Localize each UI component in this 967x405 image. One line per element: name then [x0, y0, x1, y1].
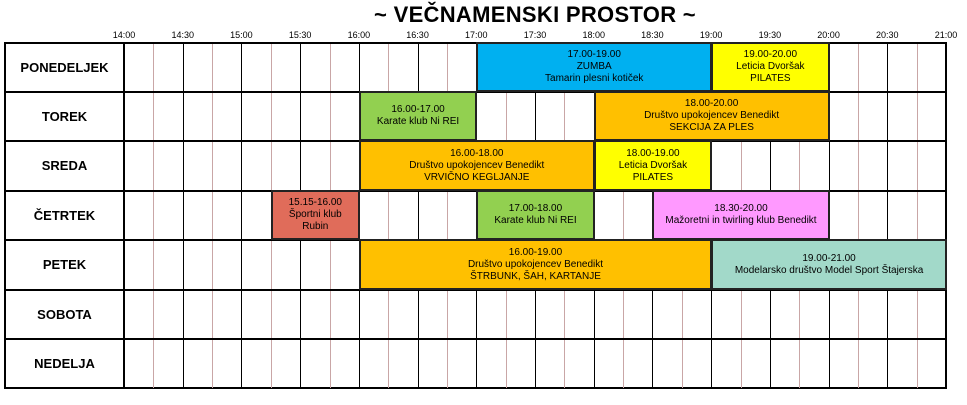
event-time: 17.00-19.00: [567, 49, 621, 60]
event-time: 16.00-19.00: [508, 246, 563, 258]
event-text: Društvo upokojencev Benedikt: [409, 159, 545, 171]
grid-vline: [212, 44, 213, 388]
event-text: Modelarsko društvo Model Sport Štajerska: [734, 264, 924, 276]
grid-vline: [241, 44, 242, 388]
time-tick: 17:30: [523, 30, 547, 40]
time-tick: 20:30: [876, 30, 899, 40]
event-time: 18.00-19.00: [626, 147, 680, 159]
event-block: [594, 91, 830, 141]
event-block: [594, 140, 712, 191]
event-time: 16.00-18.00: [450, 147, 504, 159]
time-tick: 18:30: [641, 30, 664, 40]
event-block: [359, 140, 595, 191]
time-tick: 21:00: [934, 30, 958, 40]
event-text: Športni klub: [288, 209, 342, 220]
time-tick: 14:30: [171, 30, 194, 40]
event-text: ZUMBA: [576, 61, 612, 72]
day-column-divider: [123, 42, 125, 389]
page-title: ~ VEČNAMENSKI PROSTOR ~: [374, 2, 696, 27]
event-text: ŠTRBUNK, ŠAH, KARTANJE: [470, 270, 601, 282]
event-time: 16.00-17.00: [391, 104, 445, 115]
grid-vline: [153, 44, 154, 388]
event-time: 15.15-16.00: [288, 197, 342, 208]
day-label: PONEDELJEK: [20, 60, 109, 75]
time-tick: 19:30: [758, 30, 782, 40]
time-tick: 16:00: [347, 30, 371, 40]
event-text: VRVIČNO KEGLJANJE: [424, 171, 530, 183]
day-label: SOBOTA: [37, 307, 92, 322]
event-block: [476, 190, 594, 240]
event-time: 18.00-20.00: [684, 98, 739, 109]
event-text: Društvo upokojencev Benedikt: [644, 110, 780, 121]
day-label: TOREK: [41, 109, 88, 124]
day-label: ČETRTEK: [33, 208, 96, 223]
grid-vline: [858, 44, 859, 388]
event-text: Karate klub Ni REI: [376, 116, 460, 127]
event-text: Leticia Dvoršak: [736, 61, 805, 72]
grid-vline: [917, 44, 918, 388]
time-tick: 15:00: [230, 30, 253, 40]
event-time: 18.30-20.00: [714, 203, 768, 214]
event-text: PILATES: [632, 171, 674, 183]
grid-vline: [183, 44, 184, 388]
time-tick: 15:30: [288, 30, 312, 40]
event-text: Leticia Dvoršak: [618, 159, 688, 171]
event-block: [476, 42, 712, 92]
event-text: Mažoretni in twirling klub Benedikt: [665, 215, 817, 226]
event-time: 19.00-20.00: [743, 49, 798, 60]
time-tick: 19:00: [699, 30, 723, 40]
grid-hline: [4, 338, 947, 340]
event-text: Tamarin plesni kotiček: [545, 73, 644, 84]
day-label: NEDELJA: [34, 356, 95, 371]
grid-vline: [887, 44, 888, 388]
time-tick: 20:00: [817, 30, 840, 40]
day-label: SREDA: [41, 158, 88, 173]
event-block: [359, 239, 712, 290]
day-label: PETEK: [42, 257, 87, 272]
event-time: 19.00-21.00: [802, 252, 856, 264]
time-tick: 18:00: [582, 30, 605, 40]
event-text: Društvo upokojencev Benedikt: [467, 258, 604, 270]
event-block: [711, 42, 829, 92]
time-tick: 17:00: [465, 30, 488, 40]
event-block: [711, 239, 947, 290]
event-text: PILATES: [750, 73, 791, 84]
event-block: [359, 91, 477, 141]
event-text: Karate klub Ni REI: [494, 215, 577, 226]
time-tick: 14:00: [112, 30, 136, 40]
event-block: [652, 190, 829, 240]
time-tick: 16:30: [406, 30, 429, 40]
event-text: Rubin: [302, 221, 329, 232]
event-block: [271, 190, 360, 240]
event-text: SEKCIJA ZA PLES: [669, 122, 754, 133]
event-time: 17.00-18.00: [508, 203, 563, 214]
